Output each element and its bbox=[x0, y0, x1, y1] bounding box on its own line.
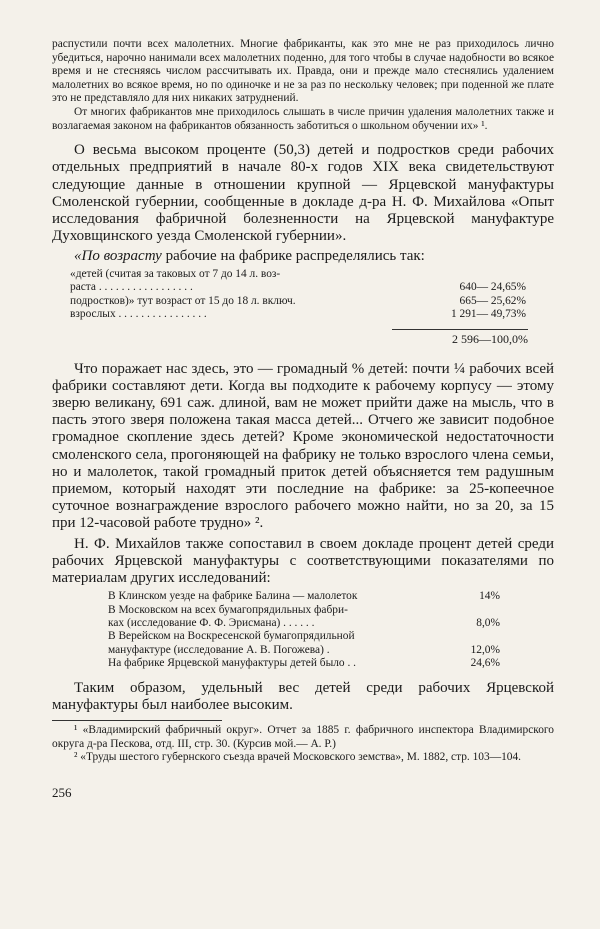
paragraph-1: О весьма высоком проценте (50,3) детей и подростков среди рабочих отдельных предприятий в начале 80-х годов XIX века свидетельствуют следующие данные в отношении крупной — Ярцевской мануфактуры Смоленской губернии, сообщенные в докладе д-ра Н. Ф. Михайлова «Опыт исследования фабричной болезненности на Ярцевской мануфактуре Духовщинского уезда Смоленской губернии». bbox=[52, 142, 554, 245]
row-label: подростков)» тут возраст от 15 до 18 л. включ. bbox=[70, 294, 296, 307]
top-paragraph: распустили почти всех малолетних. Многие фабриканты, как это мне не раз приходилось лично убедиться, нарочно нанимали всех малолетних поденно, для того чтобы в случае надобности во всякое время и не стесняясь числом рассчитывать их. Правда, они и прежде мало стеснялись удалением малолетних во всякое время, но по одиночке и не за раз по нескольку человек; при поденной же плате это не представляло для них никаких затруднений. bbox=[52, 38, 554, 105]
row-label: На фабрике Ярцевской мануфактуры детей было . . bbox=[108, 657, 356, 670]
quote-paragraph: От многих фабрикантов мне приходилось слышать в числе причин удаления малолетних также и возлагаемая законом на фабрикантов обязанность заботиться о школьном обучении их» ¹. bbox=[52, 105, 554, 132]
row-label: взрослых . . . . . . . . . . . . . . . . bbox=[70, 308, 207, 321]
paragraph-4: Таким образом, удельный вес детей среди рабочих Ярцевской мануфактуры был наиболее высоким. bbox=[52, 679, 554, 713]
table-row bbox=[70, 308, 554, 322]
comparison-table bbox=[108, 590, 554, 670]
row-value: 14% bbox=[479, 590, 500, 603]
row-value: 8,0% bbox=[476, 617, 500, 629]
row-value: 24,6% bbox=[470, 657, 500, 670]
age-distribution-table bbox=[70, 268, 554, 347]
table-row bbox=[108, 657, 554, 670]
row-label: раста . . . . . . . . . . . . . . . . . bbox=[70, 281, 193, 294]
row-value: 12,0% bbox=[470, 643, 500, 656]
age-table-total: 2 596—100,0% bbox=[392, 329, 528, 347]
table-row bbox=[70, 295, 554, 309]
table-row bbox=[108, 617, 554, 630]
table-row bbox=[108, 590, 554, 603]
age-table-header: «детей (считая за таковых от 7 до 14 л. воз- bbox=[70, 267, 281, 280]
page-number: 256 bbox=[52, 784, 72, 800]
footnote-divider bbox=[52, 720, 222, 721]
footnote-1: ¹ «Владимирский фабричный округ». Отчет за 1885 г. фабричного инспектора Владимирского округа д-ра Пескова, отд. III, стр. 30. (Курсив мой.— А. Р.) bbox=[52, 724, 554, 750]
age-intro bbox=[52, 248, 554, 265]
row-label: мануфактуре (исследование А. В. Погожева) . bbox=[108, 643, 330, 656]
footnote-2: ² «Труды шестого губернского съезда врачей Московского земства», М. 1882, стр. 103—104. bbox=[74, 751, 522, 764]
row-label: ках (исследование Ф. Ф. Эрисмана) . . . . . . bbox=[108, 617, 315, 629]
row-value: 640— 24,65% bbox=[459, 281, 526, 294]
age-intro-rest: рабочие на фабрике распределялись так: bbox=[161, 248, 425, 265]
age-intro-italic: «По возрасту bbox=[74, 248, 162, 265]
table-row bbox=[108, 644, 554, 657]
row-label: В Московском на всех бумагопрядильных фабри- bbox=[108, 603, 348, 616]
table-row bbox=[70, 281, 554, 295]
row-value: 1 291— 49,73% bbox=[451, 308, 526, 321]
row-value: 665— 25,62% bbox=[459, 294, 526, 307]
row-label: В Верейском на Воскресенской бумагопрядильной bbox=[108, 630, 355, 643]
book-page bbox=[52, 38, 554, 801]
paragraph-2: Что поражает нас здесь, это — громадный % детей: почти ¼ рабочих всей фабрики составляют дети. Когда вы подходите к рабочему корпусу — этому зверю великану, 691 саж. длиной, вам не может прийти даже на мысль, что в пасть этого зверя положена такая масса детей... Отчего же зависит подобное громадное скопление здесь детей? Кроме экономической недостаточности смоленского села, прогоняющей на фабрику не только взрослого члена семьи, но и малолеток, такой громадный приток детей объясняется тем радушным приемом, который находят эти последние на фабрике: за 25-копеечное суточное вознаграждение взрослого рабочего можно найти, но за 20, за 15 при 12-часовой работе трудно» ². bbox=[52, 360, 554, 532]
paragraph-3: Н. Ф. Михайлов также сопоставил в своем докладе процент детей среди рабочих Ярцевской мануфактуры с соответствующими показателями по материалам других исследований: bbox=[52, 535, 554, 586]
row-label: В Клинском уезде на фабрике Балина — малолеток bbox=[108, 590, 358, 603]
